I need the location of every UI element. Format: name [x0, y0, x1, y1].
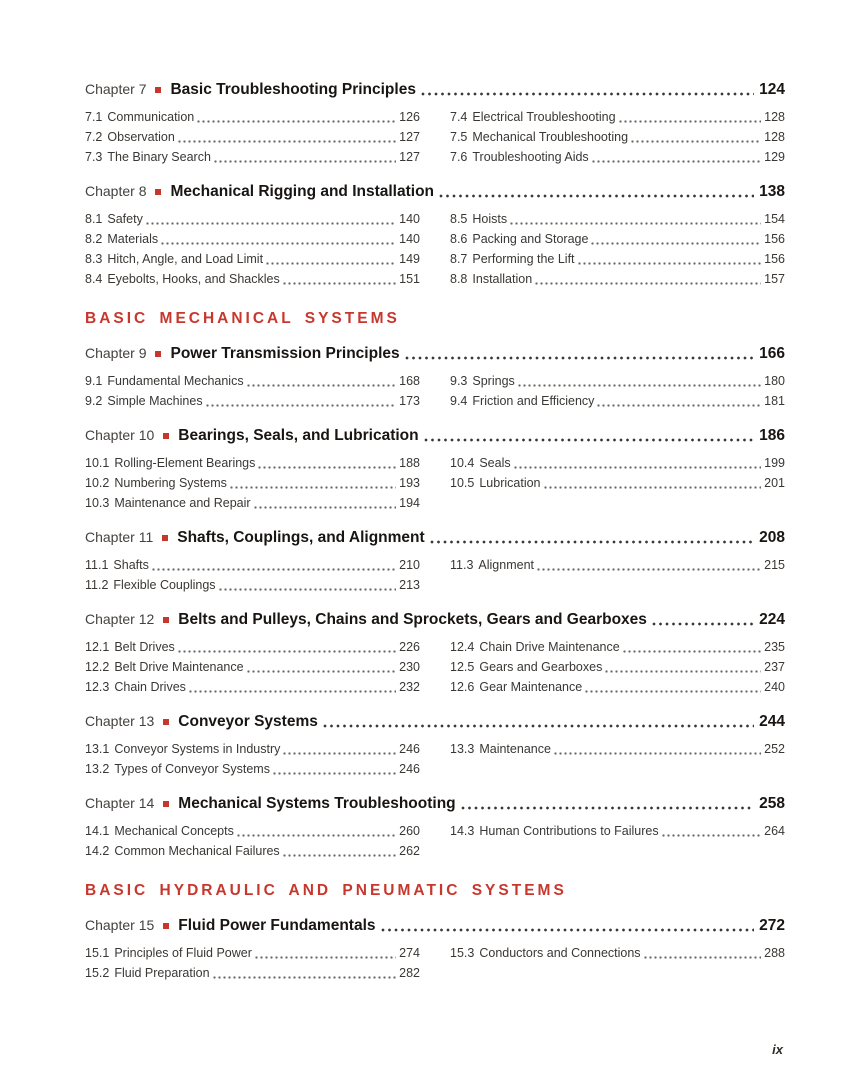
toc-entry: [85, 841, 420, 861]
section-columns: [85, 739, 785, 779]
section-page-number: 180: [764, 374, 785, 388]
leader-dots: [544, 486, 762, 489]
section-page-number: 127: [399, 150, 420, 164]
section-number: 14.3: [450, 824, 475, 838]
section-number: 15.2: [85, 966, 110, 980]
square-bullet-icon: [155, 87, 161, 93]
section-page-number: 226: [399, 640, 420, 654]
leader-dots: [178, 140, 396, 143]
section-column-right: [450, 637, 785, 697]
toc-entry: [450, 391, 785, 411]
section-column-left: [85, 555, 420, 595]
section-column-right: [450, 209, 785, 289]
chapter-heading-row: [85, 182, 785, 201]
section-title: Gears and Gearboxes: [479, 660, 603, 674]
leader-dots: [623, 650, 761, 653]
section-page-number: 252: [764, 742, 785, 756]
section-page-number: 246: [399, 762, 420, 776]
chapter-heading-row: [85, 426, 785, 445]
section-page-number: 126: [399, 110, 420, 124]
section-page-number: 128: [764, 110, 785, 124]
leader-dots: [381, 928, 755, 932]
leader-dots: [597, 404, 761, 407]
section-columns: [85, 453, 785, 513]
chapter-block: [85, 182, 785, 289]
leader-dots: [283, 282, 396, 285]
section-columns: [85, 107, 785, 167]
section-page-number: 262: [399, 844, 420, 858]
section-title: Mechanical Troubleshooting: [472, 130, 629, 144]
section-title: Installation: [472, 272, 533, 286]
leader-dots: [461, 806, 755, 810]
section-title: Flexible Couplings: [113, 578, 216, 592]
chapter-label: Chapter 8: [85, 183, 147, 199]
section-number: 7.6: [450, 150, 468, 164]
section-title: Gear Maintenance: [479, 680, 583, 694]
section-number: 8.7: [450, 252, 468, 266]
toc-entry: [450, 821, 785, 841]
leader-dots: [439, 194, 754, 198]
toc-entry: [85, 147, 420, 167]
section-title: Lubrication: [479, 476, 541, 490]
chapter-title: Basic Troubleshooting Principles: [170, 81, 416, 98]
section-number: 13.3: [450, 742, 475, 756]
leader-dots: [535, 282, 761, 285]
leader-dots: [662, 834, 762, 837]
toc-entry: [85, 555, 420, 575]
toc-entry: [450, 127, 785, 147]
leader-dots: [283, 752, 396, 755]
section-number: 8.4: [85, 272, 103, 286]
section-title: Types of Conveyor Systems: [114, 762, 270, 776]
section-number: 10.4: [450, 456, 475, 470]
chapter-title: Mechanical Rigging and Installation: [170, 183, 435, 200]
section-column-left: [85, 821, 420, 861]
toc-entry: [85, 107, 420, 127]
leader-dots: [254, 506, 397, 509]
chapter-block: [85, 916, 785, 983]
leader-dots: [230, 486, 396, 489]
section-column-left: [85, 943, 420, 983]
section-number: 9.3: [450, 374, 468, 388]
section-number: 9.2: [85, 394, 103, 408]
section-title: Observation: [107, 130, 175, 144]
leader-dots: [255, 956, 396, 959]
toc-entry: [85, 453, 420, 473]
leader-dots: [578, 262, 762, 265]
leader-dots: [214, 160, 396, 163]
section-page-number: 232: [399, 680, 420, 694]
leader-dots: [592, 160, 761, 163]
square-bullet-icon: [162, 535, 168, 541]
section-page-number: 194: [399, 496, 420, 510]
chapter-heading-row: [85, 916, 785, 935]
leader-dots: [537, 568, 761, 571]
chapter-title: Bearings, Seals, and Lubrication: [178, 427, 419, 444]
section-number: 12.4: [450, 640, 475, 654]
section-title: Belt Drives: [114, 640, 175, 654]
section-page-number: 193: [399, 476, 420, 490]
section-title: Hitch, Angle, and Load Limit: [107, 252, 264, 266]
leader-dots: [161, 242, 396, 245]
section-number: 10.1: [85, 456, 110, 470]
section-title: Maintenance: [479, 742, 551, 756]
section-title: Maintenance and Repair: [114, 496, 251, 510]
toc-entry: [85, 209, 420, 229]
chapter-heading-row: [85, 528, 785, 547]
chapter-block: [85, 344, 785, 411]
toc-entry: [450, 371, 785, 391]
page-number-folio: ix: [772, 1042, 783, 1057]
leader-dots: [219, 588, 397, 591]
chapter-title: Belts and Pulleys, Chains and Sprockets, Gears and Gearboxes: [178, 611, 647, 628]
section-number: 7.5: [450, 130, 468, 144]
section-columns: [85, 371, 785, 411]
section-title: Conductors and Connections: [479, 946, 641, 960]
section-page-number: 127: [399, 130, 420, 144]
chapter-page-number: 138: [759, 183, 785, 200]
leader-dots: [430, 540, 754, 544]
section-page-number: 240: [764, 680, 785, 694]
chapter-heading-row: [85, 80, 785, 99]
section-title: Eyebolts, Hooks, and Shackles: [107, 272, 280, 286]
section-number: 12.5: [450, 660, 475, 674]
section-columns: [85, 821, 785, 861]
leader-dots: [197, 120, 396, 123]
section-page-number: 213: [399, 578, 420, 592]
toc-entry: [450, 473, 785, 493]
leader-dots: [424, 438, 755, 442]
section-column-right: [450, 107, 785, 167]
toc-entry: [450, 229, 785, 249]
section-number: 15.1: [85, 946, 110, 960]
chapter-page-number: 258: [759, 795, 785, 812]
section-columns: [85, 943, 785, 983]
toc-entry: [85, 229, 420, 249]
leader-dots: [146, 222, 396, 225]
section-columns: [85, 637, 785, 697]
chapter-block: [85, 80, 785, 167]
chapter-title: Mechanical Systems Troubleshooting: [178, 795, 456, 812]
section-column-left: [85, 739, 420, 779]
toc-entry: [450, 657, 785, 677]
leader-dots: [258, 466, 396, 469]
section-title: Fundamental Mechanics: [107, 374, 244, 388]
section-number: 9.1: [85, 374, 103, 388]
chapter-title: Power Transmission Principles: [170, 345, 400, 362]
section-title: Packing and Storage: [472, 232, 589, 246]
section-number: 12.3: [85, 680, 110, 694]
section-title: Materials: [107, 232, 159, 246]
section-title: Fluid Preparation: [114, 966, 210, 980]
leader-dots: [283, 854, 396, 857]
toc-entry: [85, 493, 420, 513]
toc-entry: [450, 943, 785, 963]
toc-entry: [85, 391, 420, 411]
section-page-number: 149: [399, 252, 420, 266]
section-number: 12.2: [85, 660, 110, 674]
section-title: Chain Drive Maintenance: [479, 640, 620, 654]
section-column-right: [450, 739, 785, 779]
leader-dots: [237, 834, 396, 837]
section-title: Electrical Troubleshooting: [472, 110, 616, 124]
toc-entry: [85, 739, 420, 759]
toc-entry: [85, 657, 420, 677]
section-page-number: 157: [764, 272, 785, 286]
chapter-title: Conveyor Systems: [178, 713, 318, 730]
toc-entry: [85, 249, 420, 269]
section-number: 11.2: [85, 578, 109, 592]
chapter-block: [85, 528, 785, 595]
section-number: 8.5: [450, 212, 468, 226]
section-title: Simple Machines: [107, 394, 203, 408]
section-title: Rolling-Element Bearings: [114, 456, 256, 470]
section-title: Numbering Systems: [114, 476, 227, 490]
leader-dots: [323, 724, 754, 728]
toc-entry: [85, 821, 420, 841]
toc-entry: [450, 107, 785, 127]
section-column-right: [450, 555, 785, 595]
section-page-number: 274: [399, 946, 420, 960]
chapter-heading-row: [85, 794, 785, 813]
section-number: 10.5: [450, 476, 475, 490]
section-page-number: 140: [399, 212, 420, 226]
chapter-label: Chapter 15: [85, 917, 155, 933]
toc-entry: [450, 209, 785, 229]
section-page-number: 215: [764, 558, 785, 572]
section-number: 11.1: [85, 558, 109, 572]
section-page-number: 129: [764, 150, 785, 164]
part-heading: BASIC HYDRAULIC AND PNEUMATIC SYSTEMS: [85, 882, 567, 899]
section-columns: [85, 555, 785, 595]
toc-entry: [85, 127, 420, 147]
leader-dots: [178, 650, 396, 653]
section-title: Conveyor Systems in Industry: [114, 742, 281, 756]
section-page-number: 288: [764, 946, 785, 960]
section-page-number: 260: [399, 824, 420, 838]
section-page-number: 246: [399, 742, 420, 756]
section-title: Performing the Lift: [472, 252, 575, 266]
toc-entry: [450, 555, 785, 575]
toc-entry: [450, 739, 785, 759]
toc-entry: [85, 759, 420, 779]
section-title: Springs: [472, 374, 515, 388]
section-number: 8.2: [85, 232, 103, 246]
leader-dots: [605, 670, 761, 673]
section-page-number: 156: [764, 232, 785, 246]
section-title: Human Contributions to Failures: [479, 824, 659, 838]
leader-dots: [189, 690, 396, 693]
section-number: 7.2: [85, 130, 103, 144]
toc-entry: [85, 677, 420, 697]
section-column-left: [85, 453, 420, 513]
toc-entry: [450, 453, 785, 473]
square-bullet-icon: [163, 719, 169, 725]
section-page-number: 140: [399, 232, 420, 246]
section-number: 12.1: [85, 640, 110, 654]
section-number: 7.3: [85, 150, 103, 164]
section-number: 13.2: [85, 762, 110, 776]
section-title: Principles of Fluid Power: [114, 946, 252, 960]
section-number: 8.3: [85, 252, 103, 266]
section-title: Safety: [107, 212, 143, 226]
section-title: Communication: [107, 110, 195, 124]
toc-entry: [450, 637, 785, 657]
toc-entry: [85, 575, 420, 595]
section-title: Shafts: [113, 558, 149, 572]
section-page-number: 181: [764, 394, 785, 408]
section-column-left: [85, 209, 420, 289]
toc-entry: [85, 371, 420, 391]
toc-entry: [450, 147, 785, 167]
section-number: 8.8: [450, 272, 468, 286]
chapter-heading-row: [85, 712, 785, 731]
leader-dots: [206, 404, 397, 407]
leader-dots: [652, 622, 754, 626]
chapter-title: Fluid Power Fundamentals: [178, 917, 376, 934]
chapter-block: [85, 426, 785, 513]
section-number: 7.1: [85, 110, 103, 124]
chapter-label: Chapter 11: [85, 529, 154, 545]
chapter-label: Chapter 10: [85, 427, 155, 443]
section-title: Seals: [479, 456, 511, 470]
leader-dots: [585, 690, 761, 693]
chapter-page-number: 166: [759, 345, 785, 362]
chapter-block: [85, 712, 785, 779]
section-number: 10.2: [85, 476, 110, 490]
section-title: The Binary Search: [107, 150, 211, 164]
section-page-number: 282: [399, 966, 420, 980]
section-column-right: [450, 371, 785, 411]
leader-dots: [619, 120, 762, 123]
section-page-number: 168: [399, 374, 420, 388]
leader-dots: [631, 140, 761, 143]
section-column-right: [450, 453, 785, 513]
chapter-heading-row: [85, 610, 785, 629]
square-bullet-icon: [163, 801, 169, 807]
leader-dots: [421, 92, 754, 96]
chapter-label: Chapter 14: [85, 795, 155, 811]
section-number: 10.3: [85, 496, 110, 510]
leader-dots: [405, 356, 755, 360]
section-title: Hoists: [472, 212, 508, 226]
section-page-number: 235: [764, 640, 785, 654]
square-bullet-icon: [163, 923, 169, 929]
chapter-label: Chapter 13: [85, 713, 155, 729]
chapter-label: Chapter 9: [85, 345, 147, 361]
toc-entry: [450, 249, 785, 269]
section-number: 8.6: [450, 232, 468, 246]
toc-entry: [85, 473, 420, 493]
chapter-block: [85, 794, 785, 861]
section-page-number: 201: [764, 476, 785, 490]
section-column-right: [450, 821, 785, 861]
section-page-number: 264: [764, 824, 785, 838]
chapter-page-number: 186: [759, 427, 785, 444]
section-column-left: [85, 107, 420, 167]
chapter-heading-row: [85, 344, 785, 363]
leader-dots: [247, 384, 397, 387]
section-number: 14.1: [85, 824, 110, 838]
section-title: Mechanical Concepts: [114, 824, 234, 838]
section-number: 12.6: [450, 680, 475, 694]
leader-dots: [591, 242, 761, 245]
part-heading: BASIC MECHANICAL SYSTEMS: [85, 310, 400, 327]
section-number: 7.4: [450, 110, 468, 124]
square-bullet-icon: [155, 189, 161, 195]
section-number: 13.1: [85, 742, 110, 756]
section-title: Alignment: [478, 558, 534, 572]
section-page-number: 173: [399, 394, 420, 408]
section-title: Belt Drive Maintenance: [114, 660, 244, 674]
section-title: Troubleshooting Aids: [472, 150, 589, 164]
chapter-label: Chapter 12: [85, 611, 155, 627]
section-number: 14.2: [85, 844, 110, 858]
leader-dots: [554, 752, 761, 755]
square-bullet-icon: [163, 617, 169, 623]
chapter-page-number: 224: [759, 611, 785, 628]
section-page-number: 230: [399, 660, 420, 674]
section-title: Common Mechanical Failures: [114, 844, 280, 858]
toc-entry: [450, 677, 785, 697]
section-number: 9.4: [450, 394, 468, 408]
chapter-title: Shafts, Couplings, and Alignment: [177, 529, 425, 546]
leader-dots: [518, 384, 761, 387]
section-number: 11.3: [450, 558, 474, 572]
leader-dots: [273, 772, 396, 775]
chapter-page-number: 208: [759, 529, 785, 546]
chapter-block: [85, 610, 785, 697]
toc-entry: [450, 269, 785, 289]
chapter-page-number: 124: [759, 81, 785, 98]
toc-entry: [85, 943, 420, 963]
section-column-left: [85, 637, 420, 697]
section-title: Friction and Efficiency: [472, 394, 595, 408]
leader-dots: [644, 956, 762, 959]
square-bullet-icon: [155, 351, 161, 357]
section-page-number: 151: [399, 272, 420, 286]
section-page-number: 210: [399, 558, 420, 572]
section-page-number: 128: [764, 130, 785, 144]
section-number: 15.3: [450, 946, 475, 960]
chapter-label: Chapter 7: [85, 81, 147, 97]
section-title: Chain Drives: [114, 680, 186, 694]
leader-dots: [247, 670, 397, 673]
section-columns: [85, 209, 785, 289]
section-page-number: 237: [764, 660, 785, 674]
section-column-left: [85, 371, 420, 411]
chapter-page-number: 244: [759, 713, 785, 730]
toc-entry: [85, 637, 420, 657]
toc-entry: [85, 269, 420, 289]
leader-dots: [514, 466, 762, 469]
section-number: 8.1: [85, 212, 103, 226]
toc-entry: [85, 963, 420, 983]
leader-dots: [510, 222, 761, 225]
chapter-page-number: 272: [759, 917, 785, 934]
section-column-right: [450, 943, 785, 983]
section-page-number: 188: [399, 456, 420, 470]
section-page-number: 199: [764, 456, 785, 470]
section-page-number: 154: [764, 212, 785, 226]
leader-dots: [266, 262, 396, 265]
leader-dots: [152, 568, 396, 571]
leader-dots: [213, 976, 397, 979]
square-bullet-icon: [163, 433, 169, 439]
section-page-number: 156: [764, 252, 785, 266]
